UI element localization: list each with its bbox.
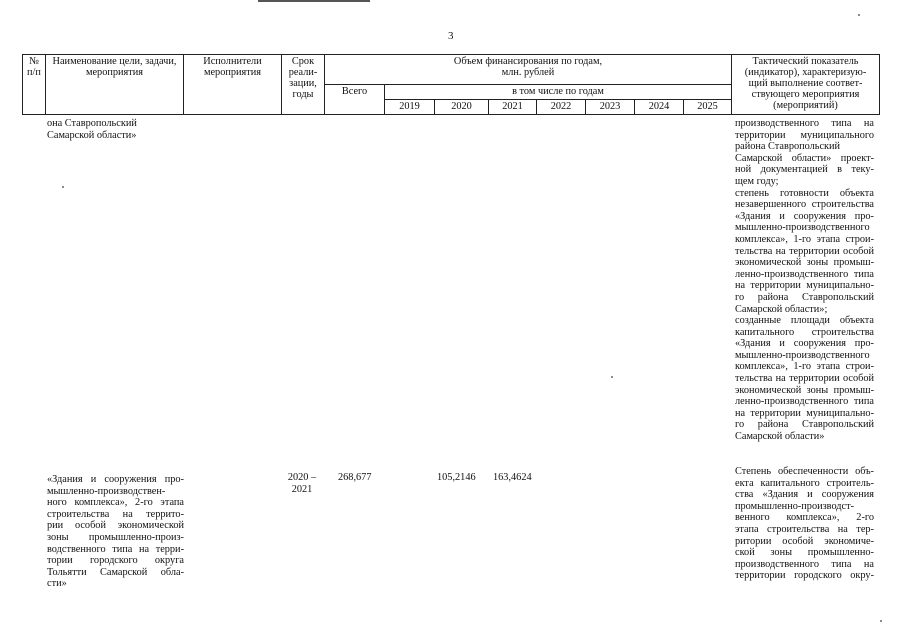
scan-artifact-line (258, 0, 370, 2)
indicator-line: ской зоны промышленно- (735, 547, 874, 559)
scan-speck (62, 186, 64, 188)
indicator-line: незавершенного строительства (735, 199, 874, 211)
indicator-line: екта капитального строитель- (735, 477, 874, 489)
name-line: сти» (47, 578, 67, 590)
indicator-line: района Ставропольский (735, 141, 841, 153)
indicator-line: щем году; (735, 175, 779, 187)
indicator-line: мышленно-производственного (735, 222, 870, 234)
indicator-line: степень готовности объекта (735, 187, 874, 199)
indicator-line: венного комплекса», 2-го (735, 512, 874, 524)
header-year: 2025 (684, 100, 732, 115)
indicator-line: Самарской области»; (735, 303, 828, 315)
indicator-line: тельства на территории особой (735, 245, 874, 257)
row1-indicator (735, 118, 874, 443)
name-line: ного комплекса», 2-го этапа (47, 497, 184, 509)
scan-speck (611, 376, 613, 378)
table-header (22, 54, 880, 115)
header-indicator: Тактический показатель (индикатор), характеризую- щий выполнение соответ- ствующего мероприятия (мероприятий) (732, 55, 880, 115)
name-line: водственного типа на терри- (47, 543, 184, 555)
row2-indicator (735, 466, 874, 582)
header-year: 2023 (586, 100, 635, 115)
row2-name (47, 474, 184, 590)
name-line: «Здания и сооружения про- (47, 474, 184, 485)
indicator-line: этапа строительства на тер- (735, 523, 874, 535)
row1-name-continuation: она Ставропольский Самарской области» (47, 118, 137, 141)
indicator-line: мышленно-производственного (735, 349, 870, 361)
indicator-line: го района Ставропольский (735, 419, 874, 431)
name-line: Тольятти Самарской обла- (47, 566, 184, 578)
name-line: строительства на террито- (47, 508, 184, 520)
indicator-line: экономической зоны промыш- (735, 384, 874, 396)
indicator-line: на территории муниципально- (735, 280, 874, 292)
header-name: Наименование цели, задачи, мероприятия (46, 55, 184, 115)
indicator-line: комплекса», 1-го этапа строи- (735, 361, 874, 373)
indicator-line: го района Ставропольский (735, 291, 874, 303)
indicator-line: на территории муниципально- (735, 407, 874, 419)
name-line: рии особой экономической (47, 520, 184, 532)
indicator-line: капитального строительства (735, 326, 874, 338)
header-term: Срок реали- зации, годы (282, 55, 325, 115)
header-year: 2024 (635, 100, 684, 115)
indicator-line: «Здания и сооружения про- (735, 210, 874, 222)
indicator-line: тельства на территории особой (735, 373, 874, 385)
header-total: Всего (325, 85, 385, 115)
header-year: 2020 (435, 100, 489, 115)
indicator-line: комплекса», 1-го этапа строи- (735, 233, 874, 245)
indicator-line: ной документацией в теку- (735, 164, 874, 176)
indicator-line: территории муниципального (735, 129, 874, 141)
page-number: 3 (448, 30, 454, 42)
indicator-line: ленно-производственного типа (735, 268, 874, 280)
name-line: мышленно-производствен- (47, 485, 166, 497)
name-line: тории городского округа (47, 555, 184, 567)
row2-value-2021: 163,4624 (493, 472, 532, 483)
indicator-line: ства «Здания и сооружения (735, 489, 874, 501)
name-line: зоны промышленно-произ- (47, 531, 184, 543)
row2-term: 2020 – 2021 (287, 472, 317, 495)
row2-value-2020: 105,2146 (437, 472, 476, 483)
header-year: 2019 (385, 100, 435, 115)
indicator-line: Степень обеспеченности объ- (735, 466, 874, 477)
header-year: 2022 (537, 100, 586, 115)
row2-total: 268,677 (338, 472, 372, 483)
indicator-line: Самарской области» (735, 431, 825, 443)
header-by-years: в том числе по годам (385, 85, 732, 100)
header-funding: Объем финансирования по годам, млн. рублей (325, 55, 732, 85)
indicator-line: территории городского окру- (735, 570, 874, 582)
indicator-line: созданные площади объекта (735, 315, 874, 327)
indicator-line: промышленно-производст- (735, 500, 855, 512)
indicator-line: «Здания и сооружения про- (735, 338, 874, 350)
indicator-line: ритории особой экономиче- (735, 535, 874, 547)
scan-speck (858, 14, 860, 16)
indicator-line: производственного типа на (735, 118, 874, 129)
scan-speck (880, 620, 882, 622)
header-executors: Исполнители мероприятия (184, 55, 282, 115)
indicator-line: производственного типа на (735, 558, 874, 570)
header-year: 2021 (489, 100, 537, 115)
indicator-line: экономической зоны промыш- (735, 257, 874, 269)
indicator-line: Самарской области» проект- (735, 152, 874, 164)
header-num: № п/п (23, 55, 46, 115)
indicator-line: ленно-производственного типа (735, 396, 874, 408)
